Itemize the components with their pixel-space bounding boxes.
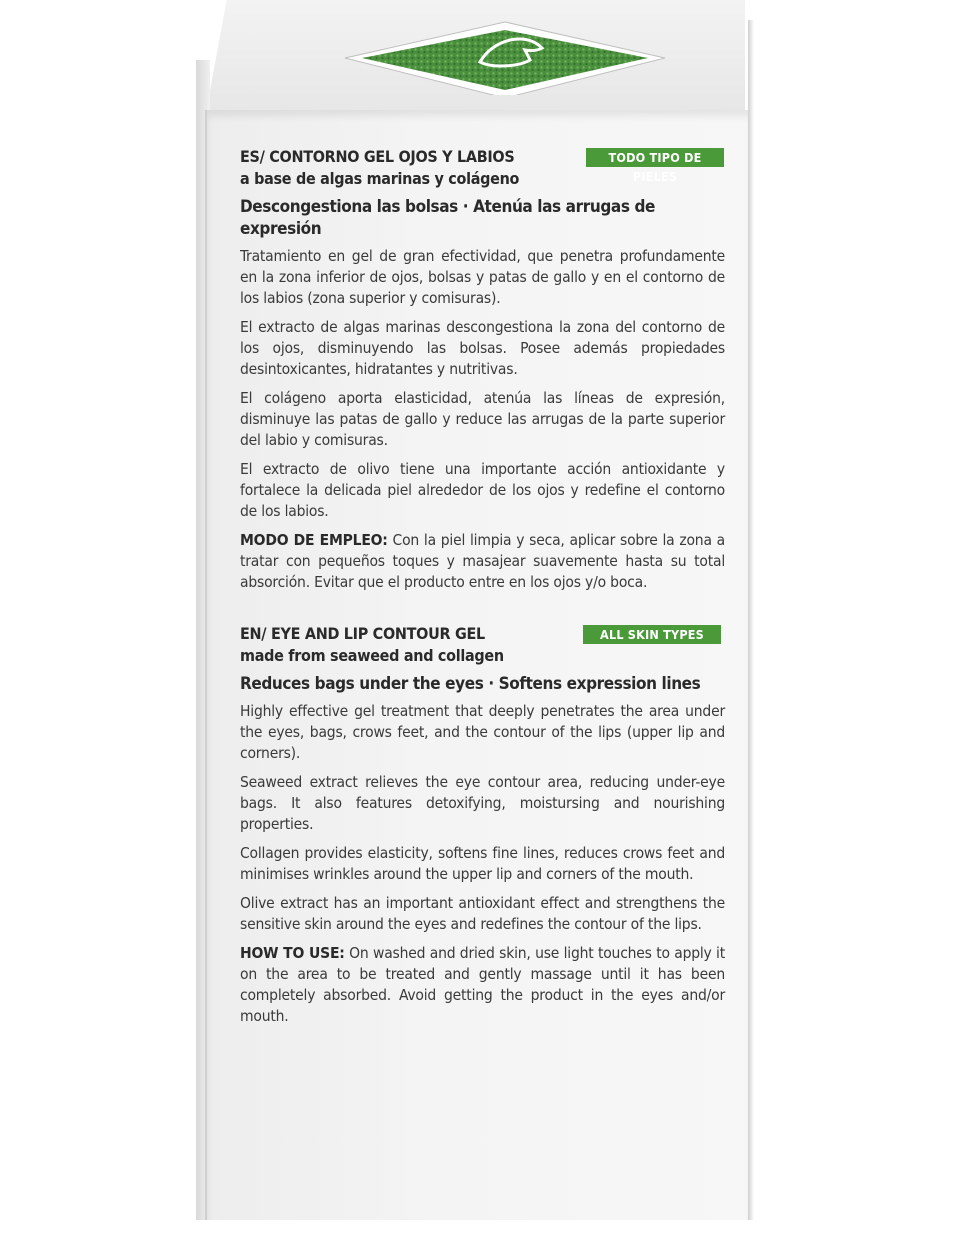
en-title: EN/ EYE AND LIP CONTOUR GEL xyxy=(240,624,485,643)
en-header-row xyxy=(240,623,725,645)
es-usage-text: Con la piel limpia y seca, aplicar sobre la zona a tratar con pequeños toques y masajear suavemente hasta su total absorción. Evitar que el producto entre en los ojos y/o boca. xyxy=(240,531,725,591)
es-subtitle: a base de algas marinas y colágeno xyxy=(240,169,520,188)
en-claims: Reduces bags under the eyes · Softens expression lines xyxy=(240,674,701,694)
es-paragraph: El colágeno aporta elasticidad, atenúa las líneas de expresión, disminuye las patas de gallo y reduce las arrugas de la parte superior del labio y comisuras. xyxy=(240,389,725,449)
box-edge xyxy=(748,20,754,1220)
en-paragraph: Olive extract has an important antioxidant effect and strengthens the sensitive skin around the eyes and redefines the contour of the lips. xyxy=(240,894,725,933)
es-paragraph: El extracto de algas marinas descongestiona la zona del contorno de los ojos, disminuyendo las bolsas. Posee además propiedades desintoxicantes, hidratantes y nutritivas. xyxy=(240,318,725,378)
en-skin-type-badge: ALL SKIN TYPES xyxy=(583,625,721,644)
brand-logo xyxy=(330,0,680,95)
es-claims: Descongestiona las bolsas · Atenúa las arrugas de expresión xyxy=(240,197,655,239)
es-paragraph: El extracto de olivo tiene una importante acción antioxidante y fortalece la delicada piel alrededor de los ojos y redefine el contorno de los labios. xyxy=(240,460,725,520)
en-subtitle: made from seaweed and collagen xyxy=(240,646,504,665)
es-title: ES/ CONTORNO GEL OJOS Y LABIOS xyxy=(240,147,515,166)
en-paragraph: Collagen provides elasticity, softens fine lines, reduces crows feet and minimises wrinkles around the upper lip and corners of the mouth. xyxy=(240,844,725,883)
en-usage xyxy=(240,943,725,1027)
section-es xyxy=(240,146,725,593)
es-usage-label: MODO DE EMPLEO: xyxy=(240,531,388,549)
en-usage-label: HOW TO USE: xyxy=(240,944,345,962)
es-paragraph: Tratamiento en gel de gran efectividad, que penetra profundamente en la zona inferior de ojos, bolsas y patas de gallo y en el contorno de los labios (zona superior y comisuras). xyxy=(240,247,725,307)
es-skin-type-badge: TODO TIPO DE PIELES xyxy=(586,148,724,167)
en-paragraph: Highly effective gel treatment that deeply penetrates the area under the eyes, bags, crows feet, and the contour of the lips (upper lip and corners). xyxy=(240,702,725,762)
section-en xyxy=(240,623,725,1027)
en-usage-text: On washed and dried skin, use light touches to apply it on the area to be treated and gently massage until it has been completely absorbed. Avoid getting the product in the eyes and/or mouth. xyxy=(240,944,725,1025)
es-usage xyxy=(240,530,725,593)
en-paragraph: Seaweed extract relieves the eye contour area, reducing under-eye bags. It also features detoxifying, moistursing and nourishing properties. xyxy=(240,773,725,833)
